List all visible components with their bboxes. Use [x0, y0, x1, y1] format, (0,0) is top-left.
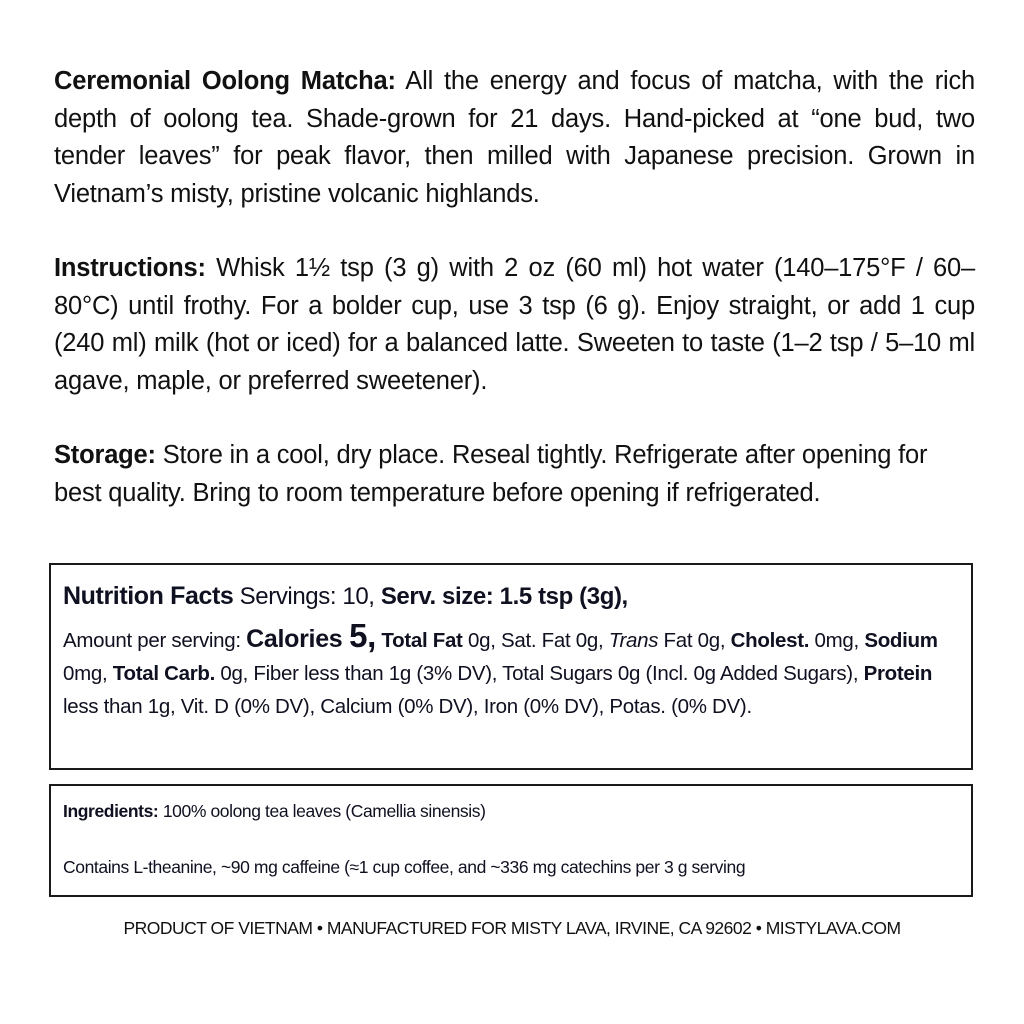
- nutrition-details: [63, 619, 959, 723]
- cholesterol-label: Cholest.: [730, 629, 810, 652]
- instructions-label: Instructions:: [54, 254, 206, 282]
- storage-text: Store in a cool, dry place. Reseal tightly. Refrigerate after opening for best quality. Bring to room temperature before opening if refrigerated.: [54, 441, 928, 507]
- instructions-section: [54, 250, 975, 400]
- instructions-text: Whisk 1½ tsp (3 g) with 2 oz (60 ml) hot water (140–175°F / 60–80°C) until frothy. For a bolder cup, use 3 tsp (6 g). Enjoy straight, or add 1 cup (240 ml) milk (hot or iced) for a balanced latte. Sweeten to taste (1–2 tsp / 5–10 ml agave, maple, or preferred sweetener).: [54, 254, 975, 395]
- ingredients-line: [63, 798, 959, 824]
- trans-fat-label: Trans: [608, 629, 659, 652]
- calories-label: Calories: [246, 625, 350, 653]
- storage-section: [54, 437, 975, 512]
- contains-line: Contains L-theanine, ~90 mg caffeine (≈1 cup coffee, and ~336 mg catechins per 3 g serving: [63, 857, 746, 877]
- nutrition-header: [63, 579, 959, 614]
- protein-value: less than 1g, Vit. D (0% DV), Calcium (0% DV), Iron (0% DV), Potas. (0% DV).: [63, 695, 752, 718]
- footer-text: PRODUCT OF VIETNAM • MANUFACTURED FOR MISTY LAVA, IRVINE, CA 92602 • MISTYLAVA.COM: [123, 918, 901, 938]
- sodium-label: Sodium: [864, 629, 938, 652]
- total-fat-label: Total Fat: [381, 629, 463, 652]
- amount-per-serving-label: Amount per serving:: [63, 629, 247, 652]
- ingredients-label: Ingredients:: [63, 801, 159, 821]
- sodium-value: 0mg,: [63, 662, 113, 685]
- product-description: [54, 63, 975, 213]
- nutrition-title: Nutrition Facts: [63, 582, 234, 610]
- calories-value: 5,: [349, 617, 376, 654]
- total-fat-value: 0g, Sat. Fat 0g,: [462, 629, 609, 652]
- description-label: Ceremonial Oolong Matcha:: [54, 67, 396, 95]
- ingredients-box: [49, 784, 973, 897]
- protein-label: Protein: [863, 662, 933, 685]
- total-carb-label: Total Carb.: [112, 662, 216, 685]
- servings-text: Servings: 10,: [233, 583, 381, 610]
- ingredients-text: 100% oolong tea leaves (Camellia sinensis): [158, 801, 486, 821]
- storage-label: Storage:: [54, 441, 156, 469]
- cholesterol-value: 0mg,: [809, 629, 865, 652]
- trans-fat-value: Fat 0g,: [658, 629, 731, 652]
- nutrition-facts-box: [49, 563, 973, 770]
- serving-size: Serv. size: 1.5 tsp (3g),: [380, 583, 628, 610]
- total-carb-value: 0g, Fiber less than 1g (3% DV), Total Sugars 0g (Incl. 0g Added Sugars),: [215, 662, 864, 685]
- description-text: All the energy and focus of matcha, with the rich depth of oolong tea. Shade-grown for 21 days. Hand-picked at “one bud, two tender leaves” for peak flavor, then milled with Japanese precision. Grown in Vietnam’s misty, pristine volcanic highlands.: [54, 67, 975, 208]
